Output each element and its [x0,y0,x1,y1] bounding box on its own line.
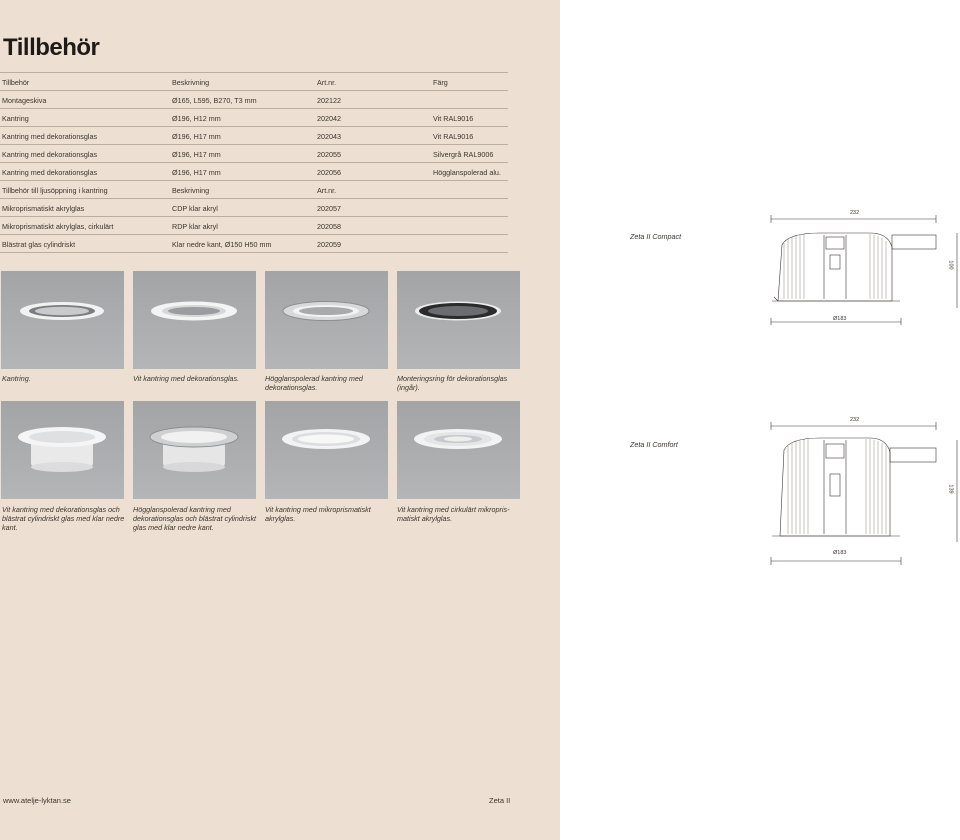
product-photo-mounting-ring [397,271,520,369]
table-row [0,235,508,253]
table-header-cell: Art.nr. [317,186,337,195]
dimension-height: 100 [947,260,954,270]
table-header-cell: Art.nr. [317,78,337,87]
footer-url[interactable]: www.atelje-lyktan.se [3,796,71,805]
table-cell: Mikroprismatiskt akrylglas [2,204,85,213]
table-cell: RDP klar akryl [172,222,218,231]
technical-drawing-compact [760,213,960,325]
table-cell: 202042 [317,114,341,123]
dimension-height: 139 [947,484,954,494]
table-row [0,127,508,145]
footer-product: Zeta II [489,796,511,805]
product-photo-ring-glass [133,271,256,369]
table-header-cell: Beskrivning [172,78,210,87]
dimension-width: 232 [850,417,860,423]
product-photo-circular-prism [397,401,520,499]
dimension-diameter: Ø183 [833,316,847,322]
photo-caption: Vit kantring med dekorationsglas. [133,374,240,383]
photo-caption: Monteringsring för dekorationsglas (ingår). [397,374,508,392]
table-header-cell: Tillbehör [2,78,30,87]
table-cell: Blästrat glas cylindriskt [2,240,76,249]
technical-drawing-comfort [760,420,960,565]
photo-caption: Vit kantring med dekorationsglas och blästrat cylindriskt glas med klar nedre kant. [2,505,125,532]
photo-caption: Vit kantring med cirkulärt mikropris-matiskt akrylglas. [397,505,510,523]
table-cell: Klar nedre kant, Ø150 H50 mm [172,240,272,249]
table-cell: 202055 [317,150,341,159]
table-row [0,109,508,127]
table-cell: 202043 [317,132,341,141]
table-header-row [0,72,508,91]
table-cell: Ø196, H17 mm [172,168,221,177]
diagram-label-comfort: Zeta II Comfort [630,440,678,449]
table-cell: Ø196, H17 mm [172,132,221,141]
page-title: Tillbehör [3,34,100,61]
table-cell: 202058 [317,222,341,231]
table-cell: Mikroprismatiskt akrylglas, cirkulärt [2,222,114,231]
accessories-table [0,72,508,253]
table-cell: 202057 [317,204,341,213]
table-cell: CDP klar akryl [172,204,218,213]
product-photo-silver-cylinder [133,401,256,499]
table-row [0,199,508,217]
table-cell: Kantring med dekorationsglas [2,168,98,177]
product-photo-prism [265,401,388,499]
product-photo-ring-cylinder [1,401,124,499]
table-header-cell: Beskrivning [172,186,210,195]
table-cell: 202056 [317,168,341,177]
photo-caption: Kantring. [2,374,31,383]
table-row [0,163,508,181]
table-header-row [0,181,508,199]
table-cell: Vit RAL9016 [433,114,474,123]
product-photo-ring [1,271,124,369]
table-cell: Ø196, H12 mm [172,114,221,123]
photo-caption: Högglanspolerad kantring med dekorationsglas och blästrat cylindriskt glas med klar nedre kant. [133,505,257,532]
dimension-width: 232 [850,210,860,216]
table-cell: Kantring med dekorationsglas [2,150,98,159]
table-cell: Kantring med dekorationsglas [2,132,98,141]
table-row [0,91,508,109]
table-row [0,145,508,163]
table-cell: Högglanspolerad alu. [433,168,501,177]
table-header-cell: Färg [433,78,448,87]
table-cell: Silvergrå RAL9006 [433,150,494,159]
table-cell: Vit RAL9016 [433,132,474,141]
table-cell: 202059 [317,240,341,249]
table-cell: Ø165, L595, B270, T3 mm [172,96,257,105]
table-cell: 202122 [317,96,341,105]
table-row [0,217,508,235]
dimension-diameter: Ø183 [833,550,847,556]
diagram-label-compact: Zeta II Compact [630,232,682,241]
table-cell: Kantring [2,114,29,123]
photo-caption: Högglanspolerad kantring med dekorationsglas. [265,374,363,392]
photo-caption: Vit kantring med mikroprismatiskt akrylglas. [265,505,371,523]
table-header-cell: Tillbehör till ljusöppning i kantring [2,186,108,195]
table-cell: Ø196, H17 mm [172,150,221,159]
product-photo-ring-silver [265,271,388,369]
table-cell: Montageskiva [2,96,47,105]
